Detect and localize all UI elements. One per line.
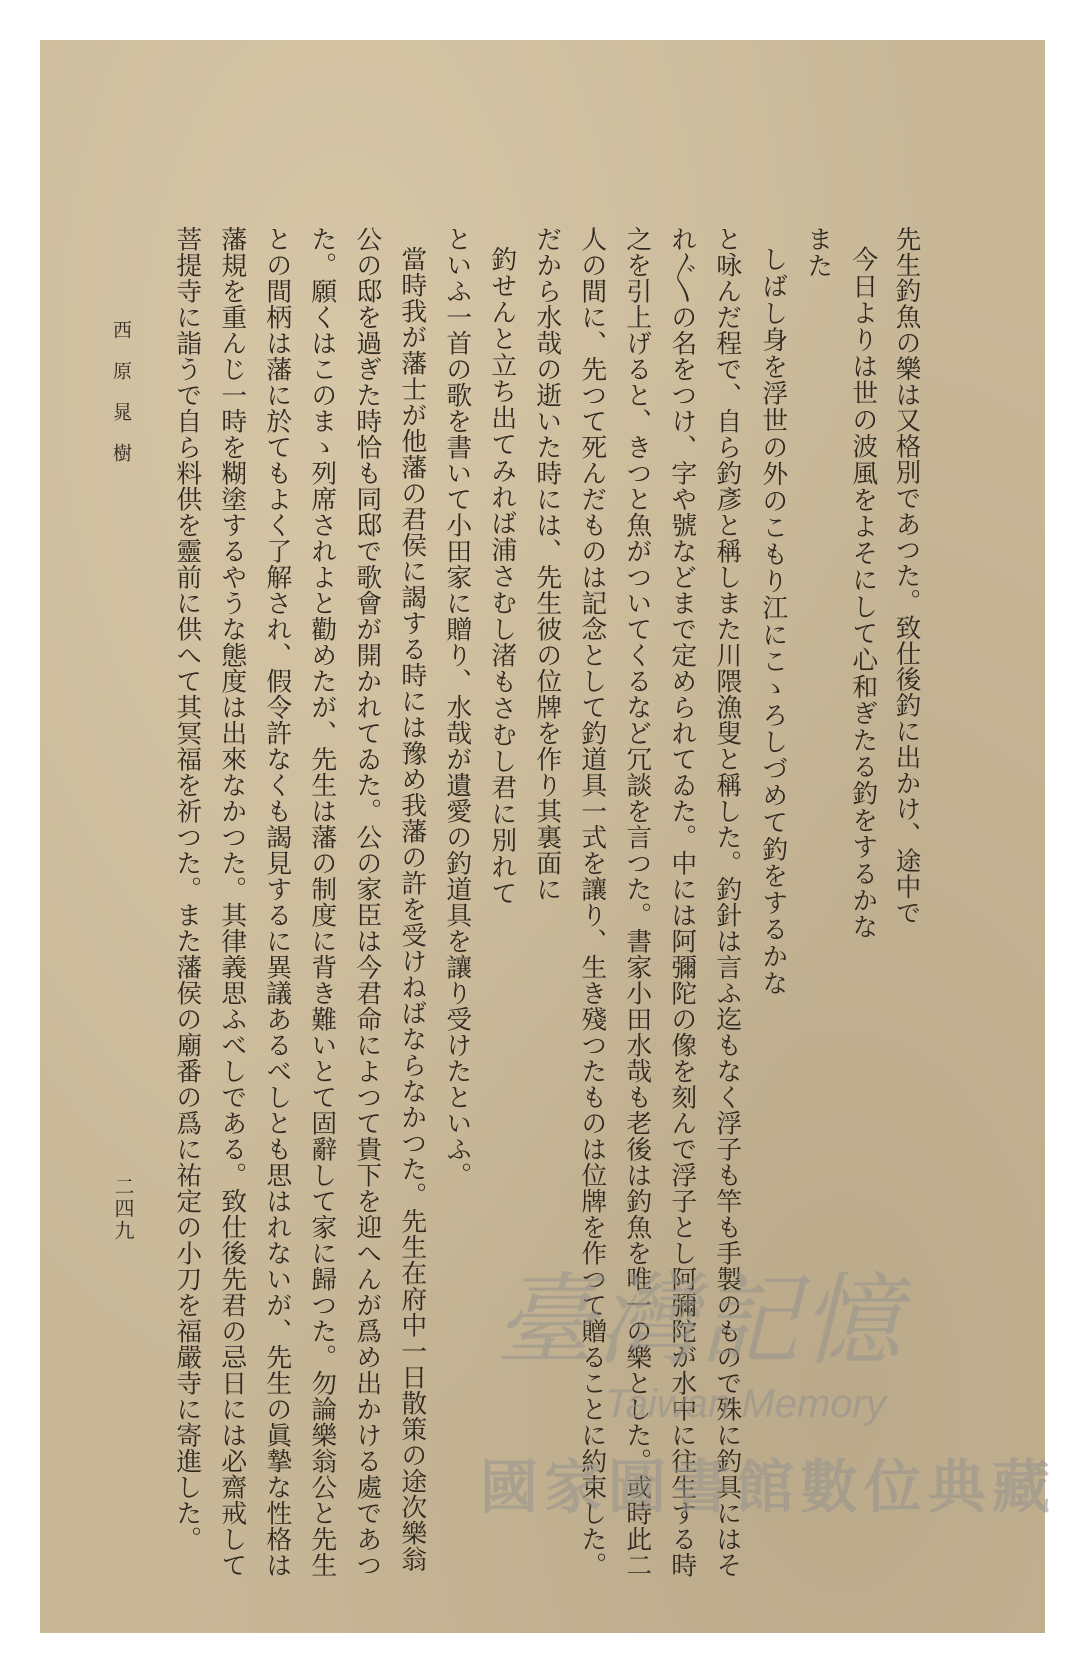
text-line-3: また: [802, 226, 833, 279]
watermark-title: 臺灣記憶: [495, 1262, 903, 1379]
text-line-8: 人の間に、先つて死んだものは記念として釣道具一式を讓り、生き殘つたものは位牌を作つて贈ることに約束した。: [576, 226, 607, 1578]
text-line-11: といふ一首の歌を書いて小田家に贈り、水哉が遺愛の釣道具を讓り受けたといふ。: [441, 226, 472, 1188]
author-name: 西原晁樹: [110, 320, 132, 484]
watermark-institution: 國家圖書館數位典藏: [480, 1453, 1057, 1521]
text-line-13: 公の邸を過ぎた時恰も同邸で歌會が開かれてゐた。公の家臣は今君命によつて貴下を迎へんが爲め出かける處であつ: [351, 226, 382, 1578]
page-number: 二四九: [111, 1176, 135, 1242]
watermark-english: Taiwan Memory: [605, 1382, 886, 1426]
text-line-9: だから水哉の逝いた時には、先生彼の位牌を作り其裏面に: [531, 226, 562, 902]
text-line-7: 之を引上げると、きつと魚がついてくるなど冗談を言つた。書家小田水哉も老後は釣魚を唯一の樂とした。或時此二: [621, 226, 652, 1578]
text-line-16: 藩規を重んじ一時を糊塗するやうな態度は出來なかつた。其律義思ふべしである。致仕後先君の忌日には必齋戒して: [216, 226, 247, 1578]
text-line-4: しばし身を浮世の外のこもり江にこゝろしづめて釣をするかな: [757, 246, 788, 997]
text-line-2: 今日よりは世の波風をよそにして心和ぎたる釣をするかな: [847, 246, 878, 941]
text-line-1: 先生釣魚の樂は又格別であつた。致仕後釣に出かけ、途中で: [891, 226, 922, 926]
text-line-15: との間柄は藩に於てもよく了解され、假令許なくも謁見するに異議あるべしとも思はれないが、先生の眞摯な性格は: [261, 226, 292, 1578]
text-line-5: と咏んだ程で、自ら釣彥と稱しまた川隈漁叟と稱した。釣針は言ふ迄もなく浮子も竿も手製のもので殊に釣具にはそ: [711, 226, 742, 1578]
text-line-14: た。願くはこのまゝ列席されよと勸めたが、先生は藩の制度に背き難いとて固辭して家に歸つた。勿論樂翁公と先生: [306, 226, 337, 1578]
text-line-10: 釣せんと立ち出てみれば浦さむし渚もさむし君に別れて: [486, 246, 517, 906]
text-line-17: 菩提寺に詣うで自ら料供を靈前に供へて其冥福を祈つた。また藩侯の廟番の爲に祐定の小刀を福嚴寺に寄進した。: [171, 226, 202, 1552]
text-line-12: 當時我が藩士が他藩の君侯に謁する時には豫め我藩の許を受けねばならなかつた。先生在府中一日散策の途次樂翁: [396, 246, 427, 1572]
text-line-6: れ〴〵の名をつけ、字や號などまで定められてゐた。中には阿彌陀の像を刻んで浮子とし阿彌陀が水中に往生する時: [666, 226, 697, 1578]
